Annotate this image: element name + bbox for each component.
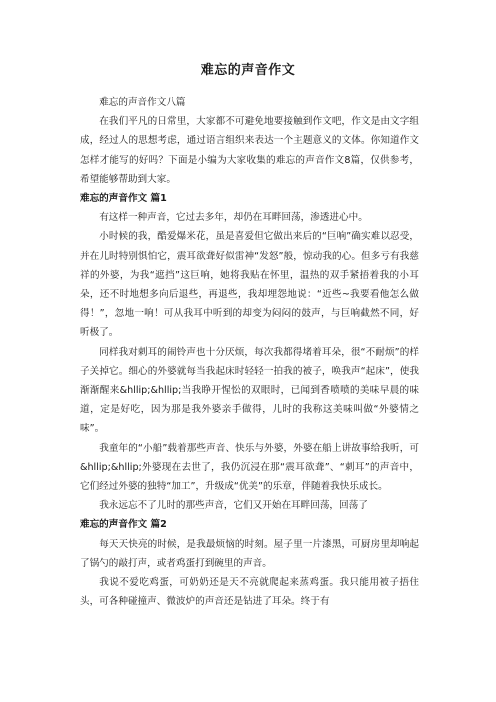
intro-paragraph: 在我们平凡的日常里，大家都不可避免地要接触到作文吧，作文是由文字组成，经过人的思想考虑，通过语言组织来表达一个主题意义的文体。你知道作文怎样才能写的好吗？下面是小编为大家收集的难忘的声音作文8篇，仅供参考，希望能够帮助到大家。 (80, 116, 419, 185)
page-title: 难忘的声音作文 (200, 63, 296, 78)
section2-paragraph-2: 我说不爱吃鸡蛋，可奶奶还是天不亮就爬起来蒸鸡蛋。我只能用被子捂住头，可各种碰撞声、微波炉的声音还是钻进了耳朵。终于有 (80, 577, 419, 608)
section2-paragraph-1: 每天天快亮的时候，是我最烦恼的时刻。屋子里一片漆黑，可厨房里却响起了锅勺的敲打声，或者鸡蛋打到碗里的声音。 (80, 538, 419, 569)
document-subtitle: 难忘的声音作文八篇 (99, 97, 186, 108)
section1-paragraph-5: 我永远忘不了儿时的那些声音，它们又开始在耳畔回荡，回荡了 (99, 500, 368, 512)
section-heading-2: 难忘的声音作文 篇2 (80, 519, 167, 531)
section1-paragraph-3: 同样我对刺耳的闹铃声也十分厌烦，每次我都得堵着耳朵，很“不耐烦”的样子关掉它。细心的外婆就每当我起床时轻轻一拍我的被子，唤我声“起床”，使我渐渐醒来&hllip;&hllip;当我睁开惺忪的双眼时，已闻到香喷喷的美味早晨的味道，定是好吃，因为那是我外婆亲手做得，儿时的我称这美味叫做“外婆情之味”。 (80, 346, 419, 435)
article-body (80, 93, 419, 611)
section-heading-1: 难忘的声音作文 篇1 (80, 193, 167, 205)
section1-paragraph-1: 有这样一种声音，它过去多年，却仍在耳畔回荡，渗透进心中。 (99, 212, 368, 224)
section1-paragraph-2: 小时候的我，酷爱爆米花，虽是喜爱但它做出来后的“巨响”确实难以忍受，并在儿时特别惧怕它，震耳欲聋好似雷神“发怒”般，惊动我的心。但多亏有我慈祥的外婆，为我“遮挡”这巨响，她将我贴在怀里，温热的双手紧捂着我的小耳朵，还不时地想多向后退些，再退些，我却埋怨地说：“近些~我要看他怎么做得！”，忽地一响！可从我耳中听到的却变为闷闷的鼓声，与巨响截然不同，好听极了。 (80, 231, 419, 339)
section1-paragraph-4: 我童年的“小船”载着那些声音、快乐与外婆，外婆在船上讲故事给我听，可&hllip;&hllip;外婆现在去世了，我仍沉浸在那“震耳欲聋”、“刺耳”的声音中，它们经过外婆的独特“加工”，升级成“优美”的乐章，伴随着我快乐成长。 (80, 442, 419, 493)
